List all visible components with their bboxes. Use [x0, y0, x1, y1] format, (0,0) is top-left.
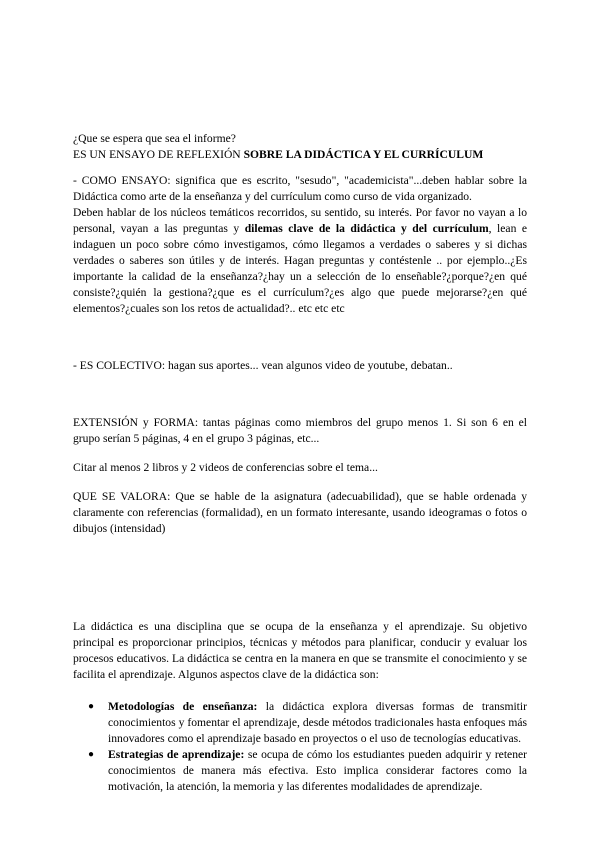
document-body	[73, 131, 527, 795]
bullet-icon: ●	[88, 701, 95, 712]
list-item	[73, 747, 527, 795]
nucleos-text-after: , lean e indaguen un poco sobre cómo investigamos, cómo llegamos a verdades o saberes y si dichas verdades o saberes son útiles y de interés. Hagan preguntas y contéstenle .. por ejemplo..¿Es importante la calidad de la enseñanza?¿hay un a selección de lo enseñable?¿porque?¿en qué consiste?¿quién la gestiona?¿que es el currículum?¿es algo que puede mejorarse?¿en qué elementos?¿cuales son los retos de actualidad?.. etc etc etc	[73, 222, 528, 315]
list-item-title: Estrategias de aprendizaje:	[108, 748, 245, 761]
nucleos-paragraph	[73, 205, 527, 317]
list-item-text: se ocupa de cómo los estudiantes pueden adquirir y retener conocimientos de manera más efectiva. Esto implica considerar factores como la motivación, la atención, la memoria y las diferentes modalidades de aprendizaje.	[108, 748, 527, 793]
list-item-text: la didáctica explora diversas formas de transmitir conocimientos y fomentar el aprendizaje, desde métodos tradicionales hasta enfoques más innovadores como el aprendizaje basado en proyectos o el uso de tecnologías educativas.	[108, 700, 527, 745]
ensayo-paragraph: - COMO ENSAYO: significa que es escrito, "sesudo", "academicista"...deben hablar sobre la Didáctica como arte de la enseñanza y del currículum como curso de vida organizado.	[73, 174, 527, 203]
informe-question: ¿Que se espera que sea el informe?	[73, 132, 236, 145]
list-item	[73, 699, 527, 747]
essay-heading	[73, 147, 527, 163]
colectivo-paragraph: - ES COLECTIVO: hagan sus aportes... vean algunos video de youtube, debatan..	[73, 359, 453, 372]
didactica-intro-paragraph: La didáctica es una disciplina que se ocupa de la enseñanza y el aprendizaje. Su objetivo principal es proporcionar principios, técnicas y métodos para planificar, conducir y evaluar los procesos educativos. La didáctica se centra en la manera en que se transmite el conocimiento y se facilita el aprendizaje. Algunos aspectos clave de la didáctica son:	[73, 620, 527, 681]
didactica-aspects-list	[73, 699, 527, 795]
extension-paragraph: EXTENSIÓN y FORMA: tantas páginas como miembros del grupo menos 1. Si son 6 en el grupo serían 5 páginas, 4 en el grupo 3 páginas, etc...	[73, 416, 527, 445]
list-item-title: Metodologías de enseñanza:	[108, 700, 258, 713]
essay-heading-bold: SOBRE LA DIDÁCTICA Y EL CURRÍCULUM	[243, 148, 484, 161]
nucleos-text-bold: dilemas clave de la didáctica y del currículum	[244, 222, 489, 235]
nucleos-text-before: Deben hablar de los núcleos temáticos recorridos, su sentido, su interés. Por favor no vayan a lo personal, vayan a las preguntas y	[73, 206, 527, 235]
bullet-icon: ●	[88, 749, 95, 760]
essay-heading-plain: ES UN ENSAYO DE REFLEXIÓN	[73, 148, 244, 161]
citar-paragraph: Citar al menos 2 libros y 2 videos de conferencias sobre el tema...	[73, 461, 378, 474]
valora-paragraph: QUE SE VALORA: Que se hable de la asignatura (adecuabilidad), que se hable ordenada y claramente con referencias (formalidad), en un formato interesante, usando ideogramas o fotos o dibujos (intensidad)	[73, 490, 527, 535]
